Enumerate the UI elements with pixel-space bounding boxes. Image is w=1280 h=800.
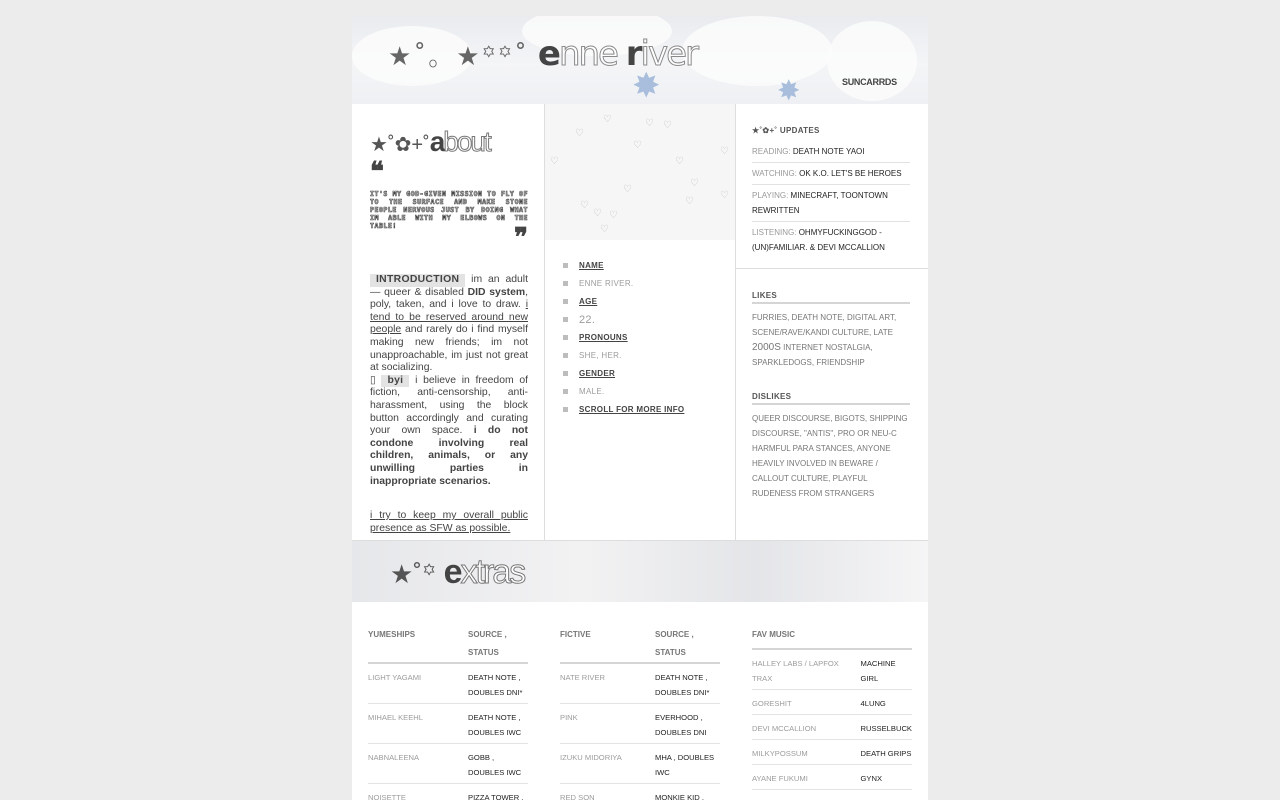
list-item: NAME <box>563 259 684 277</box>
table-row: LIGHT YAGAMI DEATH NOTE , DOUBLES DNI* <box>368 663 528 704</box>
star-decoration-icon: ✸ <box>632 67 661 104</box>
heart-icon: ♡ <box>685 196 694 207</box>
table-row: RED SON MONKIE KID , <box>560 784 720 800</box>
fictive-table <box>560 626 720 800</box>
bunny-illustration <box>682 16 832 86</box>
table-row: PINK EVERHOOD , DOUBLES DNI <box>560 704 720 744</box>
list-item: 22. <box>563 313 684 331</box>
hearts-graphic <box>545 104 735 240</box>
heart-icon: ♡ <box>633 140 642 151</box>
table-header: YUMESHIPS <box>368 626 468 663</box>
table-row: HALLEY LABS / LAPFOX TRAX MACHINE GIRL <box>752 649 912 690</box>
quote-open-icon: ❝ <box>370 157 384 187</box>
site-title: ★˚。★꙳꙳˚ enne river <box>388 34 698 74</box>
byi-tag: byi <box>381 375 409 388</box>
table-row: NOISETTE PIZZA TOWER , <box>368 784 528 800</box>
heart-icon: ♡ <box>623 184 632 195</box>
update-row: PLAYING: MINECRAFT, TOONTOWN REWRITTEN <box>752 185 910 222</box>
list-item: AGE <box>563 295 684 313</box>
heart-icon: ♡ <box>690 178 699 189</box>
info-list <box>563 259 684 421</box>
update-row: WATCHING: OK K.O. LET'S BE HEROES <box>752 163 910 185</box>
likes-list: FURRIES, DEATH NOTE, DIGITAL ART, SCENE/RAVE/KANDI CULTURE, LATE 2000S INTERNET NOSTALGIA, SPARKLEDOGS, FRIENDSHIP <box>752 313 897 367</box>
table-header: FAV MUSIC <box>752 626 912 649</box>
table-row: AYANE FUKUMI GYNX <box>752 765 912 790</box>
updates-title: ★˚✿+˚ UPDATES <box>752 126 820 135</box>
updates-block <box>736 104 928 258</box>
list-item: ENNE RIVER. <box>563 277 684 295</box>
yumeships-table <box>368 626 528 800</box>
byi-icon: ▯ <box>370 374 376 386</box>
heart-icon: ♡ <box>645 118 654 129</box>
extras-banner <box>352 540 928 602</box>
heart-icon: ♡ <box>675 156 684 167</box>
dislikes-block <box>736 370 928 501</box>
list-item: GENDER <box>563 367 684 385</box>
info-section <box>544 104 736 540</box>
dislikes-list: QUEER DISCOURSE, BIGOTS, SHIPPING DISCOURSE, "ANTIS", PRO OR NEU-C HARMFUL PARA STANCES, ANYONE HEAVILY INVOLVED IN BEWARE / CALLOUT CULTURE, PLAYFUL RUDENESS FROM STRANGERS <box>752 414 908 498</box>
heart-icon: ♡ <box>720 190 729 201</box>
carrd-page <box>352 16 928 800</box>
list-item: PRONOUNS <box>563 331 684 349</box>
scroll-more-link[interactable]: SCROLL FOR MORE INFO <box>563 403 684 421</box>
extras-heading: ★˚꙳ extras <box>390 553 525 591</box>
heart-icon: ♡ <box>550 156 559 167</box>
heart-icon: ♡ <box>603 114 612 125</box>
heart-icon: ♡ <box>609 210 618 221</box>
quote-close-icon: ❞ <box>514 223 528 253</box>
list-item: MALE. <box>563 385 684 403</box>
heart-icon: ♡ <box>580 200 589 211</box>
introduction-text: INTRODUCTION im an adult — queer & disabled DID system, poly, taken, and i love to draw. i tend to be reserved around new people and rarely do i find myself making new friends; im not unapproachable, im just not great at socializing. ▯ byi i believe in freedom of fiction, anti-censorship, anti-harassment, using the block button accordingly and curating your own space. i do not condone involving real children, animals, or any unwilling parties in inappropriate scenarios. <box>370 274 529 487</box>
introduction-tag: INTRODUCTION <box>370 274 465 287</box>
about-quote: IT'S MY GOD-GIVEN MISSION TO FLY OF TO THE SURFACE AND MAKE STONE PEOPLE NERVOUS JUST BY DOING WHAT IM ABLE WITH MY ELBOWS ON THE TABLE! <box>370 190 528 230</box>
sfw-note: i try to keep my overall public presence as SFW as possible. <box>370 510 528 534</box>
likes-title: LIKES <box>752 291 910 304</box>
suncarrds-link[interactable]: SUNCARRDS <box>842 77 897 87</box>
about-section <box>352 104 544 540</box>
update-row: READING: DEATH NOTE YAOI <box>752 141 910 163</box>
heart-icon: ♡ <box>600 224 609 235</box>
table-header: FICTIVE <box>560 626 655 663</box>
header-banner <box>352 16 928 104</box>
update-row: LISTENING: OHMYFUCKINGGOD - (UN)FAMILIAR. & DEVI MCCALLION <box>752 228 885 252</box>
heart-icon: ♡ <box>720 146 729 157</box>
table-row: IZUKU MIDORIYA MHA , DOUBLES IWC <box>560 744 720 784</box>
heart-icon: ♡ <box>663 120 672 131</box>
star-decoration-icon: ✸ <box>777 75 801 104</box>
table-row: MIHAEL KEEHL DEATH NOTE , DOUBLES IWC <box>368 704 528 744</box>
heart-icon: ♡ <box>593 208 602 219</box>
about-heading: ★˚✿+˚about <box>370 126 490 157</box>
heart-icon: ♡ <box>575 128 584 139</box>
table-row: MILKYPOSSUM DEATH GRIPS <box>752 740 912 765</box>
table-row: NATE RIVER DEATH NOTE , DOUBLES DNI* <box>560 663 720 704</box>
updates-section <box>736 104 928 540</box>
table-row: NABNALEENA GOBB , DOUBLES IWC <box>368 744 528 784</box>
table-row: DEVI MCCALLION RUSSELBUCK <box>752 715 912 740</box>
list-item: SHE, HER. <box>563 349 684 367</box>
table-header: SOURCE , STATUS <box>468 626 528 663</box>
table-row: GORESHIT 4LUNG <box>752 690 912 715</box>
bunny-illustration <box>827 21 917 101</box>
likes-block <box>736 269 928 370</box>
dislikes-title: DISLIKES <box>752 392 910 405</box>
table-header: SOURCE , STATUS <box>655 626 720 663</box>
fav-music-table <box>752 626 912 790</box>
